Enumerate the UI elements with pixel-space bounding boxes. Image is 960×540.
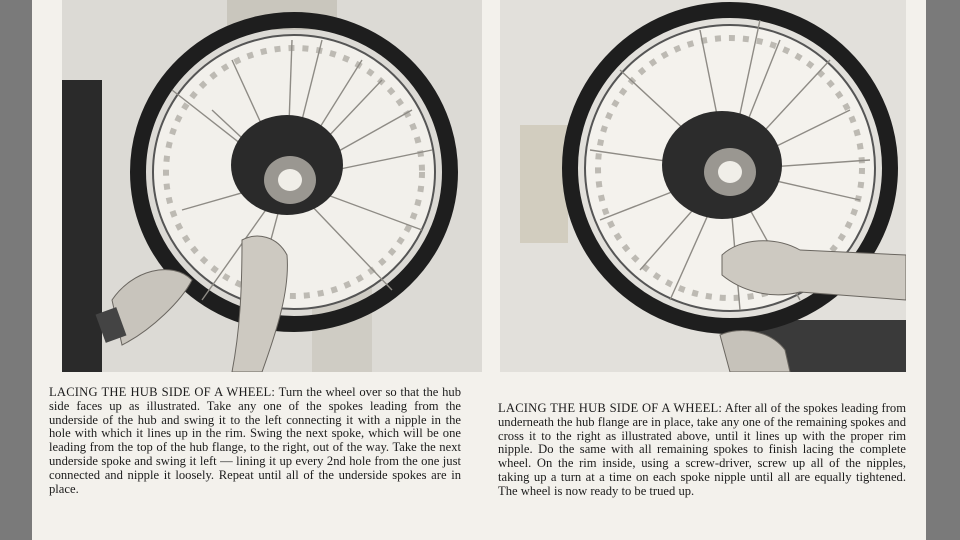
left-wheel-illustration: [62, 0, 482, 372]
right-caption: [498, 402, 906, 499]
left-wheel-photo: [62, 0, 482, 372]
right-caption-body: After all of the spokes leading from underneath the hub flange are in place, take any one of the remaining spokes and cross it to the right as illustrated above, until it lines up with the proper rim nipple. Do the same with all remaining spokes to finish lacing the complete wheel. On the rim inside, using a screw-driver, screw up all of the nipples, taking up a turn at a time on each spoke nipple until all are equally tightened. The wheel is now ready to be trued up.: [498, 401, 906, 498]
right-caption-heading: LACING THE HUB SIDE OF A WHEEL:: [498, 401, 723, 415]
right-wheel-illustration: [500, 0, 906, 372]
left-caption-heading: LACING THE HUB SIDE OF A WHEEL:: [49, 385, 276, 399]
left-caption: [49, 386, 461, 496]
left-caption-body: Turn the wheel over so that the hub side faces up as illustrated. Take any one of the spokes leading from the underside of the hub and swing it to the left connecting it with a nipple in the hole with which it lines up in the rim. Swing the next spoke, which will be one leading from the top of the hub flange, to the right, out of the way. Take the next underside spoke and swing it left — lining it up every 2nd hole from the one just connected and nipple it loosely. Repeat until all of the underside spokes are in place.: [49, 385, 462, 496]
right-wheel-photo: [500, 0, 906, 372]
document-page: [32, 0, 926, 540]
